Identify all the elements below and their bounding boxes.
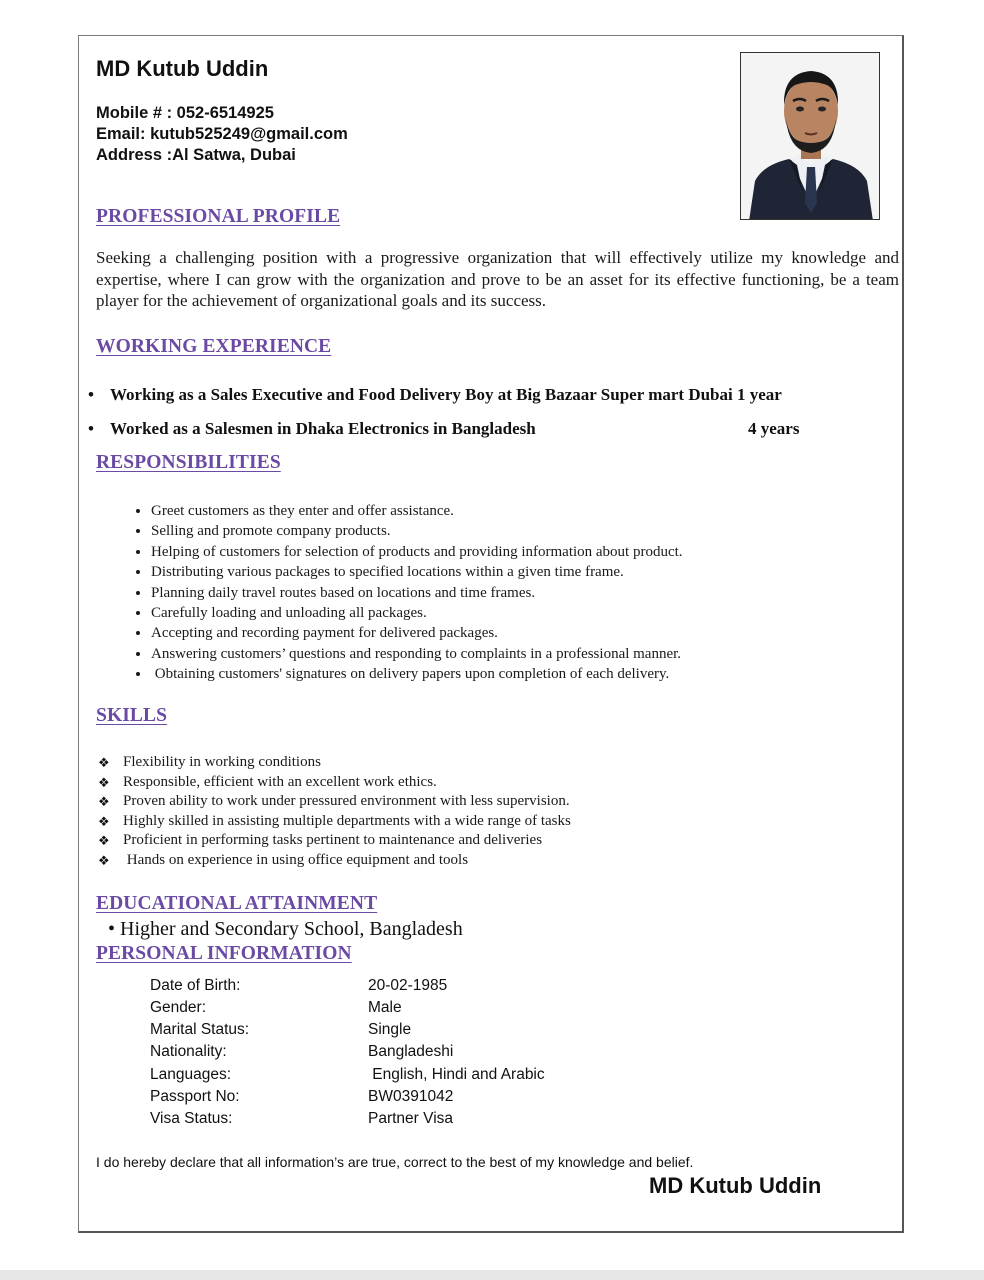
responsibilities-list	[109, 501, 683, 685]
experience-item: Working as a Sales Executive and Food Delivery Boy at Big Bazaar Super mart Dubai 1 year	[110, 385, 782, 404]
personal-information-heading: PERSONAL INFORMATION	[96, 943, 352, 964]
skill-text: Hands on experience in using office equipment and tools	[123, 851, 469, 868]
skills-heading: SKILLS	[96, 705, 168, 726]
responsibility-item: • Distributing various packages to specified locations within a given time frame.	[151, 562, 683, 582]
personal-info-label: Languages:	[150, 1066, 232, 1083]
skills-list	[96, 753, 571, 871]
responsibilities-heading: RESPONSIBILITIES	[96, 452, 281, 473]
personal-info-label: Marital Status:	[150, 1021, 250, 1038]
portrait-illustration	[741, 53, 880, 220]
personal-info-value: BW0391042	[368, 1088, 454, 1105]
experience-bullet-icon: •	[88, 385, 94, 404]
skill-text: Responsible, efficient with an excellent work ethics.	[123, 773, 437, 790]
skill-text: Proficient in performing tasks pertinent to maintenance and deliveries	[123, 832, 543, 849]
responsibility-item: • Helping of customers for selection of products and providing information about product.	[151, 542, 683, 562]
mobile-line: Mobile # : 052-6514925	[96, 104, 274, 122]
skill-item	[96, 831, 571, 851]
skill-text: Highly skilled in assisting multiple departments with a wide range of tasks	[123, 812, 571, 829]
experience-bullet-icon: •	[88, 419, 94, 438]
responsibility-item: • Selling and promote company products.	[151, 521, 683, 541]
diamond-bullet-icon: ❖	[98, 813, 110, 829]
personal-info-label: Nationality:	[150, 1043, 227, 1060]
experience-item: Worked as a Salesmen in Dhaka Electronics in Bangladesh	[110, 419, 536, 438]
diamond-bullet-icon: ❖	[98, 755, 110, 770]
personal-info-label: Date of Birth:	[150, 977, 241, 994]
profile-photo	[740, 52, 880, 220]
diamond-bullet-icon: ❖	[98, 852, 110, 868]
personal-info-value: Bangladeshi	[368, 1043, 454, 1060]
personal-info-value: English, Hindi and Arabic	[368, 1066, 545, 1083]
resume-page	[78, 35, 904, 1233]
professional-profile-heading: PROFESSIONAL PROFILE	[96, 206, 341, 227]
personal-info-label: Passport No:	[150, 1088, 240, 1105]
responsibility-item: • Greet customers as they enter and offer assistance.	[151, 501, 683, 521]
profile-summary: Seeking a challenging position with a progressive organization that will effectively utilize my knowledge and expertise, where I can grow with the organization and prove to be an asset for its effective functioning, be a team player for the achievement of organizational goals and its success.	[96, 248, 899, 310]
personal-info-value: Single	[368, 1021, 412, 1038]
skill-text: Proven ability to work under pressured environment with less supervision.	[123, 793, 570, 810]
education-bullet-icon: •	[108, 918, 121, 940]
skill-item	[96, 851, 571, 871]
responsibility-item: • Answering customers’ questions and responding to complaints in a professional manner.	[151, 644, 683, 664]
skill-item	[96, 812, 571, 832]
declaration-text: I do hereby declare that all information’s are true, correct to the best of my knowledge and belief.	[96, 1154, 694, 1170]
education-text: Higher and Secondary School, Bangladesh	[120, 918, 463, 940]
diamond-bullet-icon: ❖	[98, 794, 110, 810]
responsibility-item: • Obtaining customers' signatures on delivery papers upon completion of each delivery.	[151, 664, 683, 684]
personal-info-value: 20-02-1985	[368, 977, 448, 994]
candidate-name: MD Kutub Uddin	[96, 56, 269, 81]
experience-duration: 4 years	[748, 419, 800, 438]
responsibility-item: • Accepting and recording payment for delivered packages.	[151, 623, 683, 643]
personal-info-label: Visa Status:	[150, 1110, 233, 1127]
personal-info-value: Partner Visa	[368, 1110, 454, 1127]
educational-attainment-heading: EDUCATIONAL ATTAINMENT	[96, 893, 378, 914]
skill-item	[96, 773, 571, 793]
skill-item	[96, 792, 571, 812]
address-line: Address :Al Satwa, Dubai	[96, 146, 296, 164]
responsibility-item: • Carefully loading and unloading all packages.	[151, 603, 683, 623]
signature-name: MD Kutub Uddin	[649, 1173, 822, 1198]
diamond-bullet-icon: ❖	[98, 774, 110, 790]
diamond-bullet-icon: ❖	[98, 833, 110, 849]
skill-text: Flexibility in working conditions	[123, 754, 321, 770]
page-bottom-shadow	[0, 1270, 984, 1280]
education-item	[108, 918, 463, 941]
working-experience-heading: WORKING EXPERIENCE	[96, 336, 332, 357]
personal-info-value: Male	[368, 999, 402, 1016]
skill-item	[96, 753, 571, 773]
email-line: Email: kutub525249@gmail.com	[96, 125, 348, 143]
personal-info-label: Gender:	[150, 999, 207, 1016]
responsibility-item: • Planning daily travel routes based on locations and time frames.	[151, 583, 683, 603]
